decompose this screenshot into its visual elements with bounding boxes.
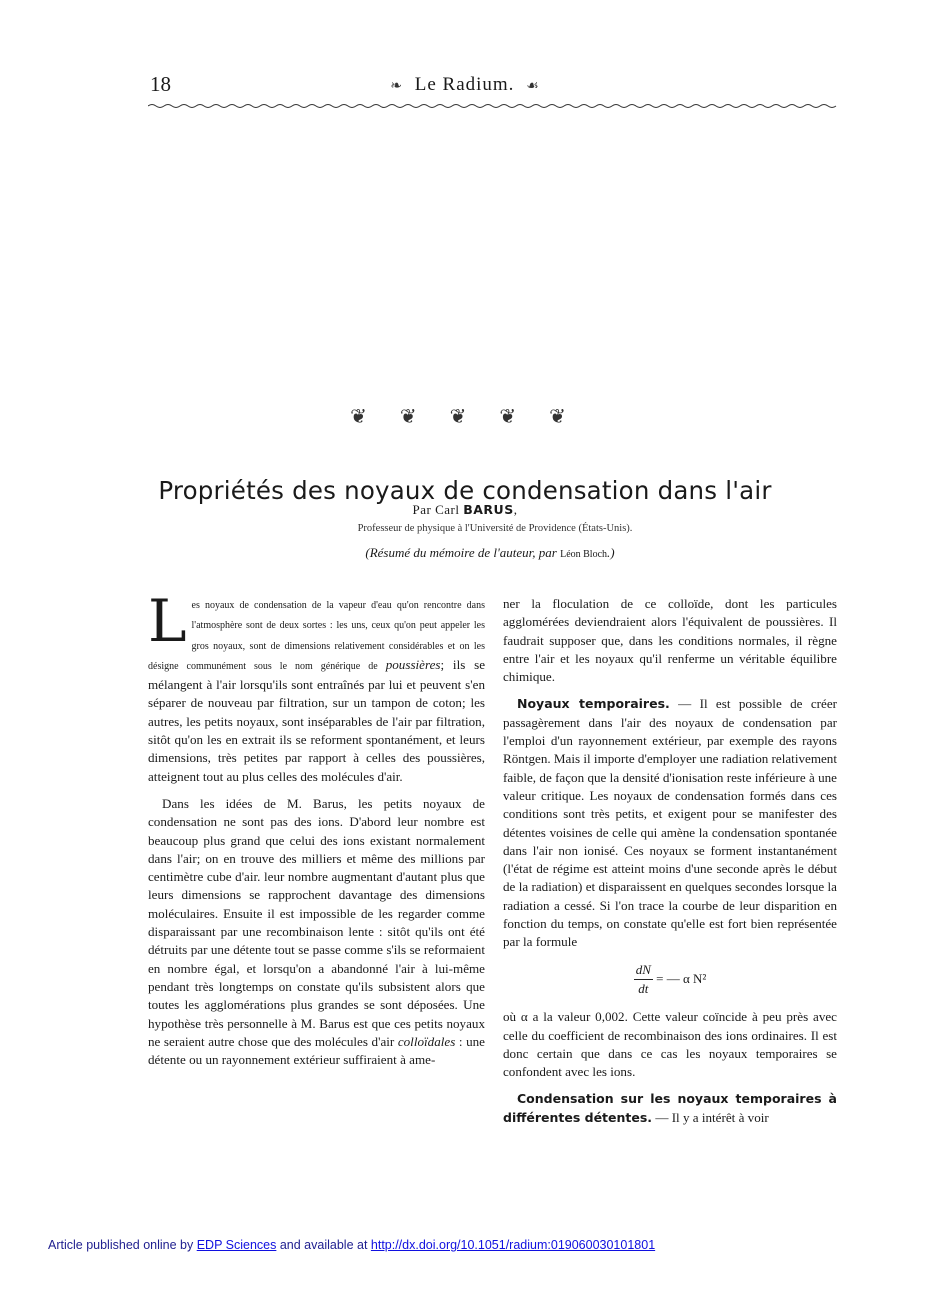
paragraph-text: : une détente ou un rayonnement extérieur suffiraient à ame-: [148, 1033, 485, 1068]
journal-title: Le Radium.: [414, 74, 515, 95]
summary-author-last: Bloch: [583, 549, 608, 560]
italic-term: colloïdales: [397, 1033, 456, 1049]
footer-text: and available at: [276, 1238, 371, 1252]
byline: [0, 502, 930, 518]
paragraph: [503, 695, 837, 951]
article-title: Propriétés des noyaux de condensation dans l'air: [158, 476, 772, 506]
paragraph-text: ; ils se mélangent à l'air lorsqu'ils sont entraînés par lui et peuvent s'en séparer de nouveau par filtration, sur un tampon de coton; les autres, les petits noyaux, sont inséparables de l'air par filtration, sitôt qu'on les en extrait ils se reforment spontanément, et leurs dimensions, très petites par rapport à celles des poussières, atteignent tout au plus celles des molécules d'air.: [148, 656, 485, 784]
fleuron-ornaments-icon: ❦ ❦ ❦ ❦ ❦: [350, 406, 580, 428]
heading-dash: —: [652, 1109, 672, 1125]
running-head: [0, 74, 930, 96]
formula: [503, 961, 837, 999]
paragraph-text: Il est possible de créer passagèrement dans l'air des noyaux de condensation par l'emploi d'un rayonnement extérieur, par exemple des rayons Röntgen. Mais il importe d'employer une radiation relativement faible, de façon que la densité d'ionisation reste inférieure à une valeur critique. Les noyaux de condensation formés dans ces conditions sont très petits, et exigent pour se manifester des détentes voisines de celle qui amène la condensation spontanée dans l'air non ionisé. Ces noyaux se forment instantanément (l'état de régime est atteint moins d'une seconde après le début de la radiation) et disparaissent en quelques secondes lorsque la radiation a cessé. Si l'on trace la courbe de leur disparition en fonction du temps, on constate qu'elle est fort bien représentée par la formule: [503, 696, 837, 950]
publication-footer: [48, 1238, 655, 1252]
ornament-right-icon: ☙: [526, 79, 540, 94]
summary-author-first: Léon: [560, 549, 584, 560]
byline-prefix: Par Carl: [412, 502, 464, 517]
paragraph: [148, 795, 485, 1069]
section-heading: Noyaux temporaires.: [517, 696, 670, 712]
paragraph-text: es noyaux de condensation de la vapeur d'eau qu'on rencontre dans l'atmosphère sont de deux sortes : les uns, ceux qu'on peut appeler les gros noyaux, sont de dimensions relativement considérables et on les désigne communément sous le nom générique de: [148, 600, 485, 672]
summary-note-text: (Résumé du mémoire de l'auteur, par: [365, 545, 561, 560]
ornament-left-icon: ❧: [390, 79, 403, 94]
paragraph: où α a la valeur 0,002. Cette valeur coïncide à peu près avec celle du coefficient de recombinaison des ions ordinaires. Il est donc certain que dans ce cas les noyaux temporaires se confondent avec les ions.: [503, 1009, 837, 1080]
footer-text: Article published online by: [48, 1238, 197, 1252]
byline-suffix: ,: [513, 502, 518, 517]
decorative-rule-icon: [148, 103, 838, 109]
author-affiliation: Professeur de physique à l'Université de Providence (États-Unis).: [357, 523, 633, 534]
paragraph: ner la floculation de ce colloïde, dont les particules agglomérées deviendraient alors l'équivalent de poussières. Il faudrait supposer que, dans les conditions normales, il règne entre l'air et les noyaux qu'il renferme un véritable équilibre chimique.: [503, 596, 837, 685]
formula-fraction: [634, 961, 653, 999]
formula-rhs: = — α N²: [656, 970, 707, 986]
section-heading: Condensation sur les noyaux temporaires à différentes détentes.: [503, 1091, 837, 1125]
paragraph-text: Dans les idées de M. Barus, les petits noyaux de condensation ne sont pas des ions. D'abord leur nombre est beaucoup plus grand que celui des ions existant normalement dans l'air; on en trouve des milliers et même des millions par centimètre cube d'air. leur nombre augmentant d'autant plus que leurs dimensions se rapprochent davantage des dimensions moléculaires. Ensuite il est impossible de les regarder comme disparaissant par une recombinaison lente : sitôt qu'ils ont été détruits par une détente tout se passe comme s'ils se reformaient en nombre égal, et lorsqu'on a abandonné l'air à lui-même pendant très longtemps on constate qu'ils subsistent alors que toutes les agglomérations plus grandes se sont déposées. Une hypothèse très personnelle à M. Barus est que ces petits noyaux ne seraient autre chose que des molécules d'air: [148, 795, 485, 1049]
paragraph: [503, 1090, 837, 1127]
heading-dash: —: [669, 696, 700, 712]
edp-sciences-link[interactable]: EDP Sciences: [196, 1238, 277, 1252]
formula-denominator: dt: [638, 980, 649, 996]
author-surname: BARUS: [463, 502, 514, 517]
left-column: [148, 587, 485, 1078]
paragraph-text: Il y a intérêt à voir: [671, 1109, 769, 1125]
page-number: 18: [150, 72, 171, 96]
doi-link[interactable]: http://dx.doi.org/10.1051/radium:019060030101801: [370, 1238, 656, 1252]
summary-note: [0, 545, 930, 561]
formula-numerator: dN: [634, 961, 653, 980]
paragraph: [148, 587, 485, 786]
summary-note-end: .): [607, 545, 615, 560]
drop-cap: L: [148, 587, 187, 655]
right-column: [503, 595, 837, 1136]
italic-term: poussières: [385, 656, 441, 672]
